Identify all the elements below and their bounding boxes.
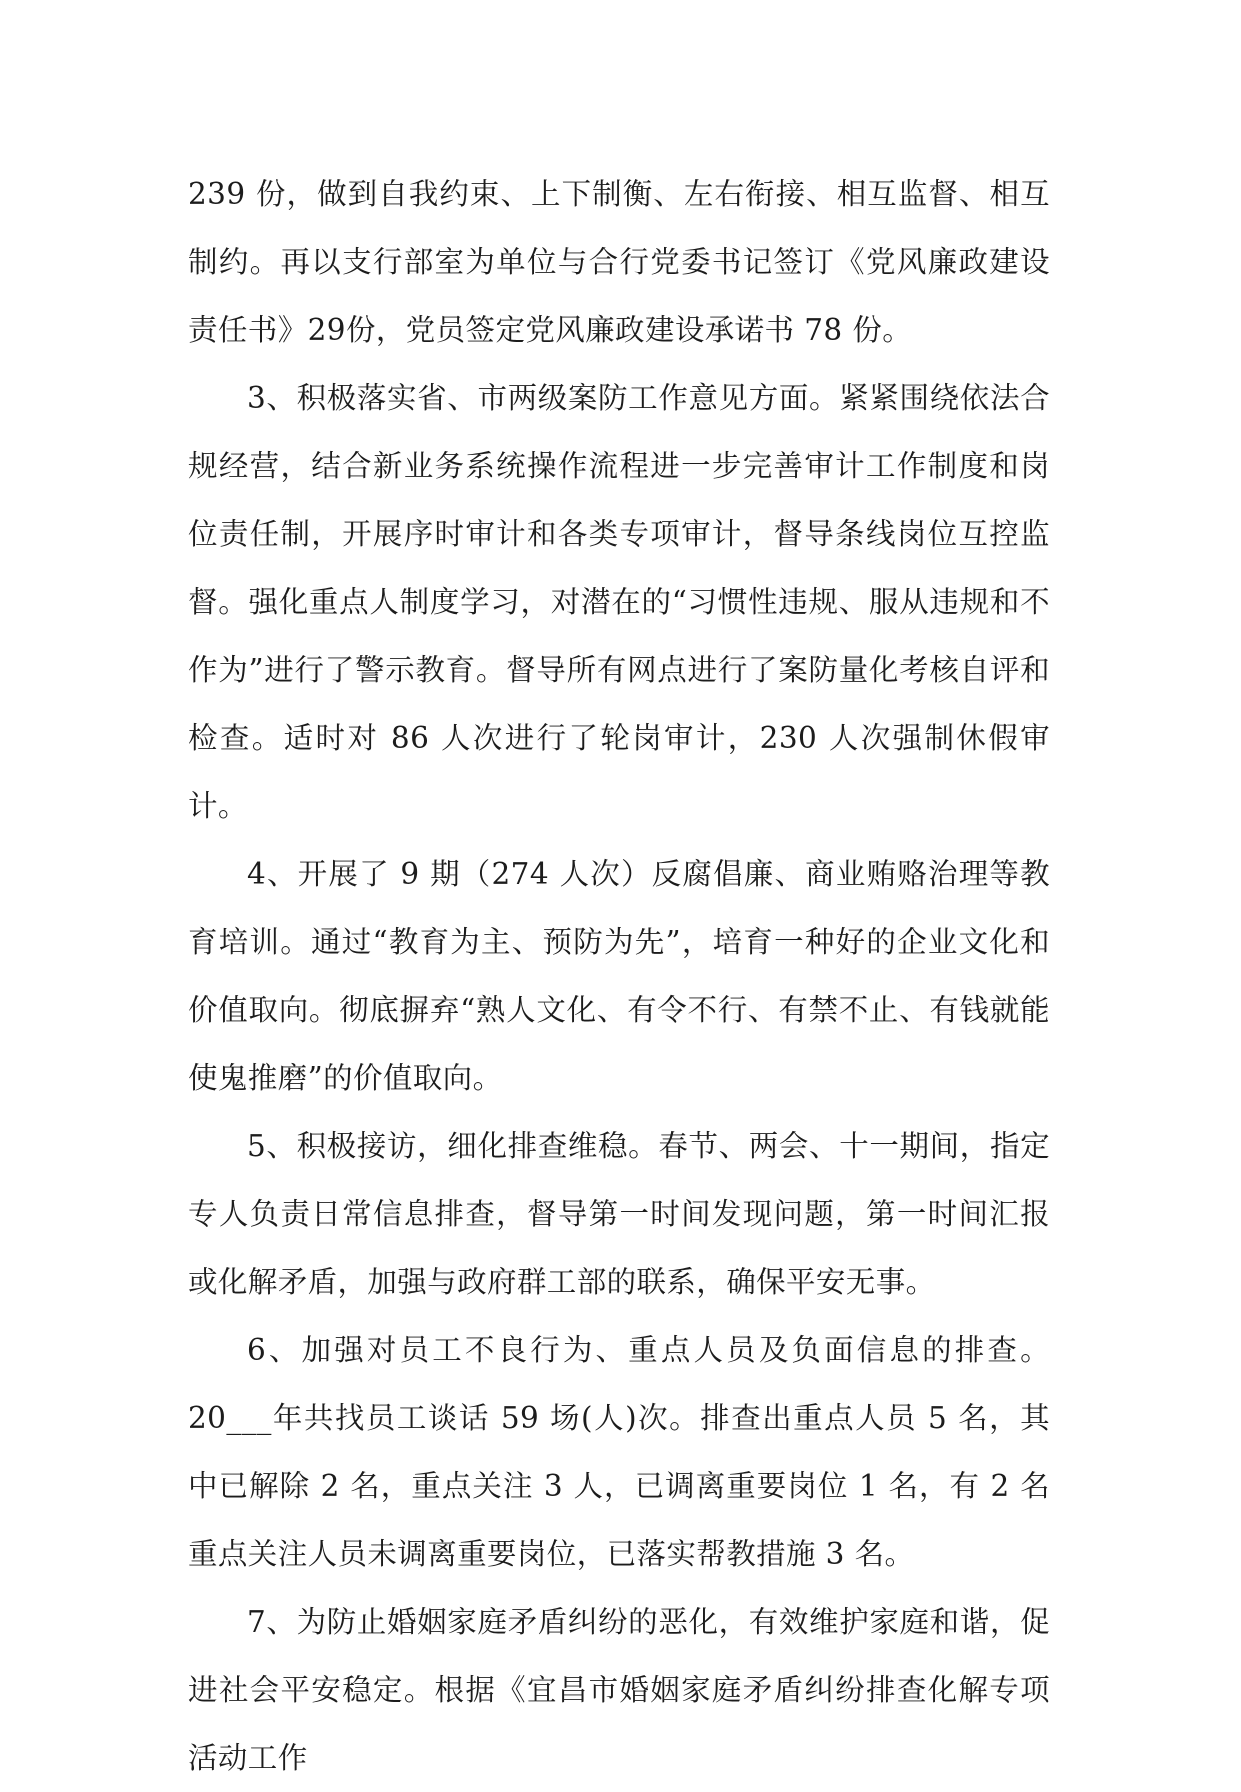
- paragraph-continuation: 239 份，做到自我约束、上下制衡、左右衔接、相互监督、相互制约。再以支行部室为单位与合行党委书记签订《党风廉政建设责任书》29份，党员签定党风廉政建设承诺书 78 份。: [188, 177, 1050, 347]
- paragraph-item-5: 5、积极接访，细化排查维稳。春节、两会、十一期间，指定专人负责日常信息排查，督导第一时间发现问题，第一时间汇报或化解矛盾，加强与政府群工部的联系，确保平安无事。: [188, 1129, 1050, 1299]
- paragraph-item-3: 3、积极落实省、市两级案防工作意见方面。紧紧围绕依法合规经营，结合新业务系统操作流程进一步完善审计工作制度和岗位责任制，开展序时审计和各类专项审计，督导条线岗位互控监督。强化重点人制度学习，对潜在的“习惯性违规、服从违规和不作为”进行了警示教育。督导所有网点进行了案防量化考核自评和检查。适时对 86 人次进行了轮岗审计，230 人次强制休假审计。: [188, 381, 1050, 823]
- paragraph-item-4: 4、开展了 9 期（274 人次）反腐倡廉、商业贿赂治理等教育培训。通过“教育为主、预防为先”，培育一种好的企业文化和价值取向。彻底摒弃“熟人文化、有令不行、有禁不止、有钱就能使鬼推磨”的价值取向。: [188, 857, 1050, 1095]
- paragraph-item-7: 7、为防止婚姻家庭矛盾纠纷的恶化，有效维护家庭和谐，促进社会平安稳定。根据《宜昌市婚姻家庭矛盾纠纷排查化解专项活动工作: [188, 1605, 1050, 1775]
- document-body: [188, 160, 1050, 1792]
- paragraph-item-6: 6、加强对员工不良行为、重点人员及负面信息的排查。20___年共找员工谈话 59 场(人)次。排查出重点人员 5 名，其中已解除 2 名，重点关注 3 人，已调离重要岗位 1 名，有 2 名重点关注人员未调离重要岗位，已落实帮教措施 3 名。: [188, 1333, 1050, 1571]
